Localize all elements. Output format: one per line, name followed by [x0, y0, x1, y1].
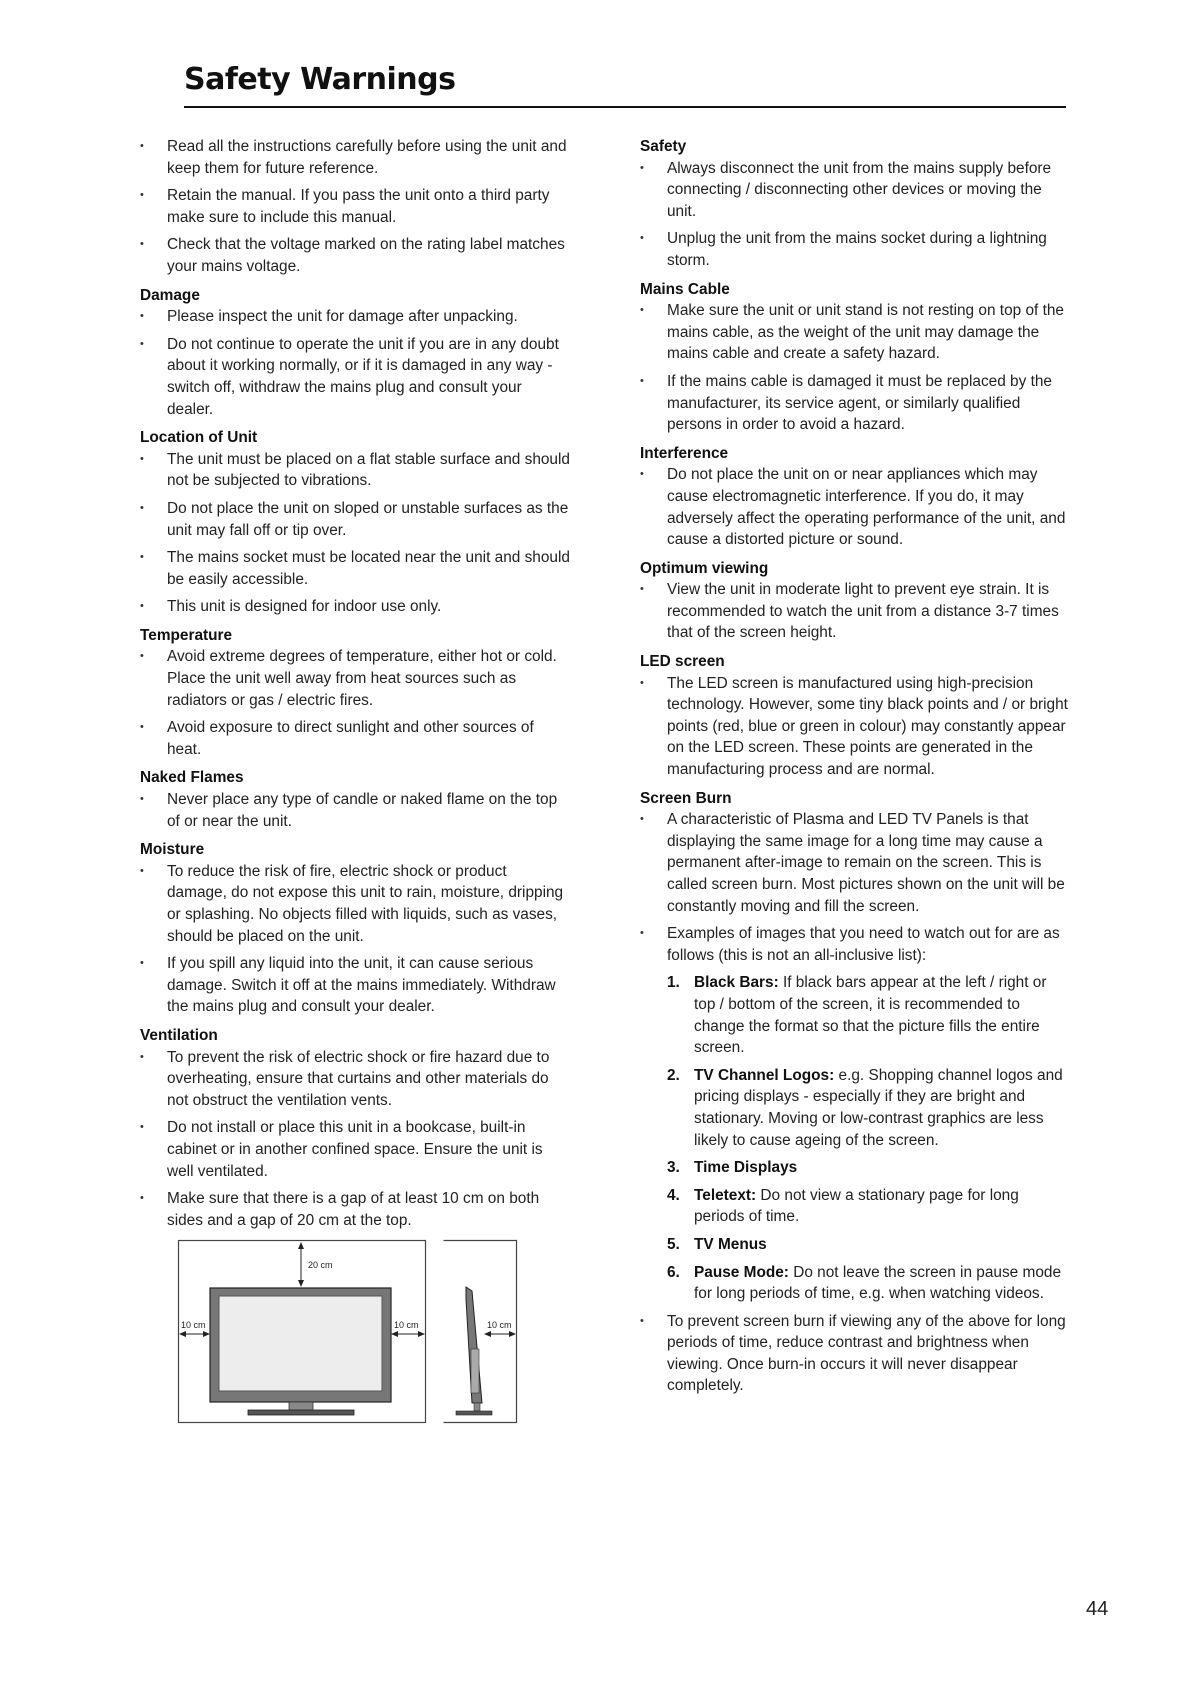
intro-section: [140, 136, 570, 278]
numbered-item: [667, 1065, 1072, 1151]
section-heading: Naked Flames: [140, 769, 244, 787]
item-keyword: Teletext:: [694, 1186, 757, 1204]
list-item: • Unplug the unit from the mains socket during a lightning storm.: [640, 228, 1072, 271]
arrow-head-icon: [391, 1331, 398, 1337]
section-heading: Screen Burn: [640, 789, 732, 807]
section-temperature: [140, 625, 570, 761]
section-heading: LED screen: [640, 653, 725, 671]
list-item-text: Examples of images that you need to watch out for are as follows (this is not an all-inclusive list):: [667, 925, 1060, 964]
list-item: • Make sure the unit or unit stand is not resting on top of the mains cable, as the weight of the unit may damage the mains cable and create a safety hazard.: [640, 300, 1072, 365]
burn-examples-list: [667, 972, 1072, 1304]
arrow-head-icon: [203, 1331, 210, 1337]
list-item: • Check that the voltage marked on the rating label matches your mains voltage.: [140, 234, 570, 277]
list-item: • Do not place the unit on sloped or unstable surfaces as the unit may fall off or tip over.: [140, 498, 570, 541]
section-safety: [640, 136, 1072, 272]
section-list: [640, 158, 1072, 272]
numbered-item: [667, 1234, 1072, 1256]
tv-side-label: [471, 1349, 479, 1393]
left-column: [140, 136, 570, 1425]
list-item: • A characteristic of Plasma and LED TV Panels is that displaying the same image for a long time may cause a permanent after-image to remain on the screen. This is called screen burn. Most pictures shown on the unit will be constantly moving and fill the screen.: [640, 809, 1072, 917]
section-led-screen: [640, 651, 1072, 781]
list-item: • This unit is designed for indoor use only.: [140, 596, 570, 618]
list-item: • The mains socket must be located near the unit and should be easily accessible.: [140, 547, 570, 590]
section-heading: Location of Unit: [140, 429, 258, 447]
section-optimum-viewing: [640, 558, 1072, 644]
arrow-head-icon: [298, 1242, 304, 1249]
section-list: [140, 861, 570, 1018]
item-text: Do not view a stationary page for long periods of time.: [694, 1186, 1019, 1226]
section-heading: Optimum viewing: [640, 559, 769, 577]
section-heading: Ventilation: [140, 1026, 218, 1044]
list-item: • Do not place the unit on or near appliances which may cause electromagnetic interference. If you do, it may adversely affect the operating performance of the unit, and cause a distorted picture or sound.: [640, 464, 1072, 550]
arrow-head-icon: [484, 1331, 491, 1337]
section-heading: Safety: [640, 138, 687, 155]
section-heading: Temperature: [140, 626, 233, 644]
list-item: • To reduce the risk of fire, electric shock or product damage, do not expose this unit to rain, moisture, dripping or splashing. No objects filled with liquids, such as vases, should be placed on the unit.: [140, 861, 570, 947]
page-title: Safety Warnings: [184, 62, 456, 97]
arrow-head-icon: [418, 1331, 425, 1337]
right-gap-label: 10 cm: [394, 1320, 419, 1331]
tv-side-base: [456, 1411, 492, 1415]
item-number: 4.: [667, 1186, 680, 1204]
section-list: [140, 306, 570, 420]
section-interference: [640, 443, 1072, 551]
list-item: • The unit must be placed on a flat stable surface and should not be subjected to vibrations.: [140, 449, 570, 492]
page-number: 44: [1086, 1598, 1109, 1620]
section-list: [640, 809, 1072, 1397]
item-text: Do not leave the screen in pause mode for long periods of time, e.g. when watching videos.: [694, 1263, 1062, 1303]
numbered-item: [667, 1185, 1072, 1228]
list-item: • Do not continue to operate the unit if you are in any doubt about it working normally, or if it is damaged in any way - switch off, withdraw the mains plug and consult your dealer.: [140, 334, 570, 420]
section-list: [640, 579, 1072, 644]
list-item: • To prevent the risk of electric shock or fire hazard due to overheating, ensure that curtains and other materials do not obstruct the ventilation vents.: [140, 1047, 570, 1112]
arrow-head-icon: [179, 1331, 186, 1337]
section-list: [640, 464, 1072, 550]
list-item: • Do not install or place this unit in a bookcase, built-in cabinet or in another confined space. Ensure the unit is well ventilated.: [140, 1117, 570, 1182]
ventilation-clearance-diagram: [140, 1239, 520, 1425]
item-keyword: TV Channel Logos:: [694, 1066, 835, 1084]
section-heading: Moisture: [140, 841, 205, 859]
list-item: • Avoid exposure to direct sunlight and other sources of heat.: [140, 717, 570, 760]
section-ventilation: [140, 1025, 570, 1231]
numbered-item: [667, 1157, 1072, 1179]
section-naked-flames: [140, 767, 570, 832]
item-keyword: Time Displays: [694, 1159, 798, 1177]
section-list: [640, 673, 1072, 781]
section-list: [640, 300, 1072, 436]
numbered-item: [667, 972, 1072, 1058]
top-gap-label: 20 cm: [308, 1260, 333, 1271]
section-moisture: [140, 839, 570, 1018]
section-screen-burn: [640, 788, 1072, 1397]
list-item: • Make sure that there is a gap of at least 10 cm on both sides and a gap of 20 cm at the top.: [140, 1188, 570, 1231]
list-item: [640, 923, 1072, 1305]
arrow-head-icon: [509, 1331, 516, 1337]
right-column: [640, 136, 1072, 1404]
section-heading: Damage: [140, 286, 200, 304]
list-item: • Always disconnect the unit from the mains supply before connecting / disconnecting other devices or moving the unit.: [640, 158, 1072, 223]
item-keyword: Black Bars:: [694, 974, 779, 992]
item-text: e.g. Shopping channel logos and pricing displays - especially if they are bright and stationary. Moving or low-contrast graphics are less likely to cause ageing of the screen.: [694, 1066, 1063, 1149]
item-keyword: Pause Mode:: [694, 1263, 789, 1281]
list-item: • If you spill any liquid into the unit, it can cause serious damage. Switch it off at the mains immediately. Withdraw the mains plug and consult your dealer.: [140, 953, 570, 1018]
item-number: 3.: [667, 1159, 680, 1177]
section-location-of-unit: [140, 427, 570, 618]
list-item: • Never place any type of candle or naked flame on the top of or near the unit.: [140, 789, 570, 832]
item-number: 1.: [667, 974, 680, 992]
section-list: [140, 1047, 570, 1232]
numbered-item: [667, 1262, 1072, 1305]
tv-stand-base: [248, 1410, 354, 1415]
tv-screen: [219, 1296, 382, 1391]
section-damage: [140, 285, 570, 421]
section-mains-cable: [640, 279, 1072, 436]
list-item: • Please inspect the unit for damage after unpacking.: [140, 306, 570, 328]
item-number: 6.: [667, 1263, 680, 1281]
list-item: • If the mains cable is damaged it must be replaced by the manufacturer, its service agent, or similarly qualified persons in order to avoid a hazard.: [640, 371, 1072, 436]
list-item: • Read all the instructions carefully before using the unit and keep them for future reference.: [140, 136, 570, 179]
item-number: 2.: [667, 1066, 680, 1084]
section-heading: Mains Cable: [640, 280, 730, 298]
title-underline: [184, 106, 1066, 108]
section-list: [140, 646, 570, 760]
side-gap-label: 10 cm: [487, 1320, 512, 1331]
item-text: If black bars appear at the left / right or top / bottom of the screen, it is recommended to change the format so that the picture fills the entire screen.: [694, 974, 1047, 1057]
section-list: [140, 449, 570, 618]
list-item: • The LED screen is manufactured using high-precision technology. However, some tiny black points and / or bright points (red, blue or green in colour) may constantly appear on the LED screen. These points are generated in the manufacturing process and are normal.: [640, 673, 1072, 781]
list-item: • View the unit in moderate light to prevent eye strain. It is recommended to watch the unit from a distance 3-7 times that of the screen height.: [640, 579, 1072, 644]
section-heading: Interference: [640, 444, 729, 462]
tv-side-stand: [474, 1403, 480, 1411]
list-item: • To prevent screen burn if viewing any of the above for long periods of time, reduce contrast and brightness when viewing. Once burn-in occurs it will never disappear completely.: [640, 1311, 1072, 1397]
section-list: [140, 789, 570, 832]
left-gap-label: 10 cm: [181, 1320, 206, 1331]
list-item: • Avoid extreme degrees of temperature, either hot or cold. Place the unit well away from heat sources such as radiators or gas / electric fires.: [140, 646, 570, 711]
list-item: • Retain the manual. If you pass the unit onto a third party make sure to include this manual.: [140, 185, 570, 228]
item-number: 5.: [667, 1235, 680, 1253]
intro-list: [140, 136, 570, 278]
item-keyword: TV Menus: [694, 1235, 767, 1253]
arrow-head-icon: [298, 1280, 304, 1287]
